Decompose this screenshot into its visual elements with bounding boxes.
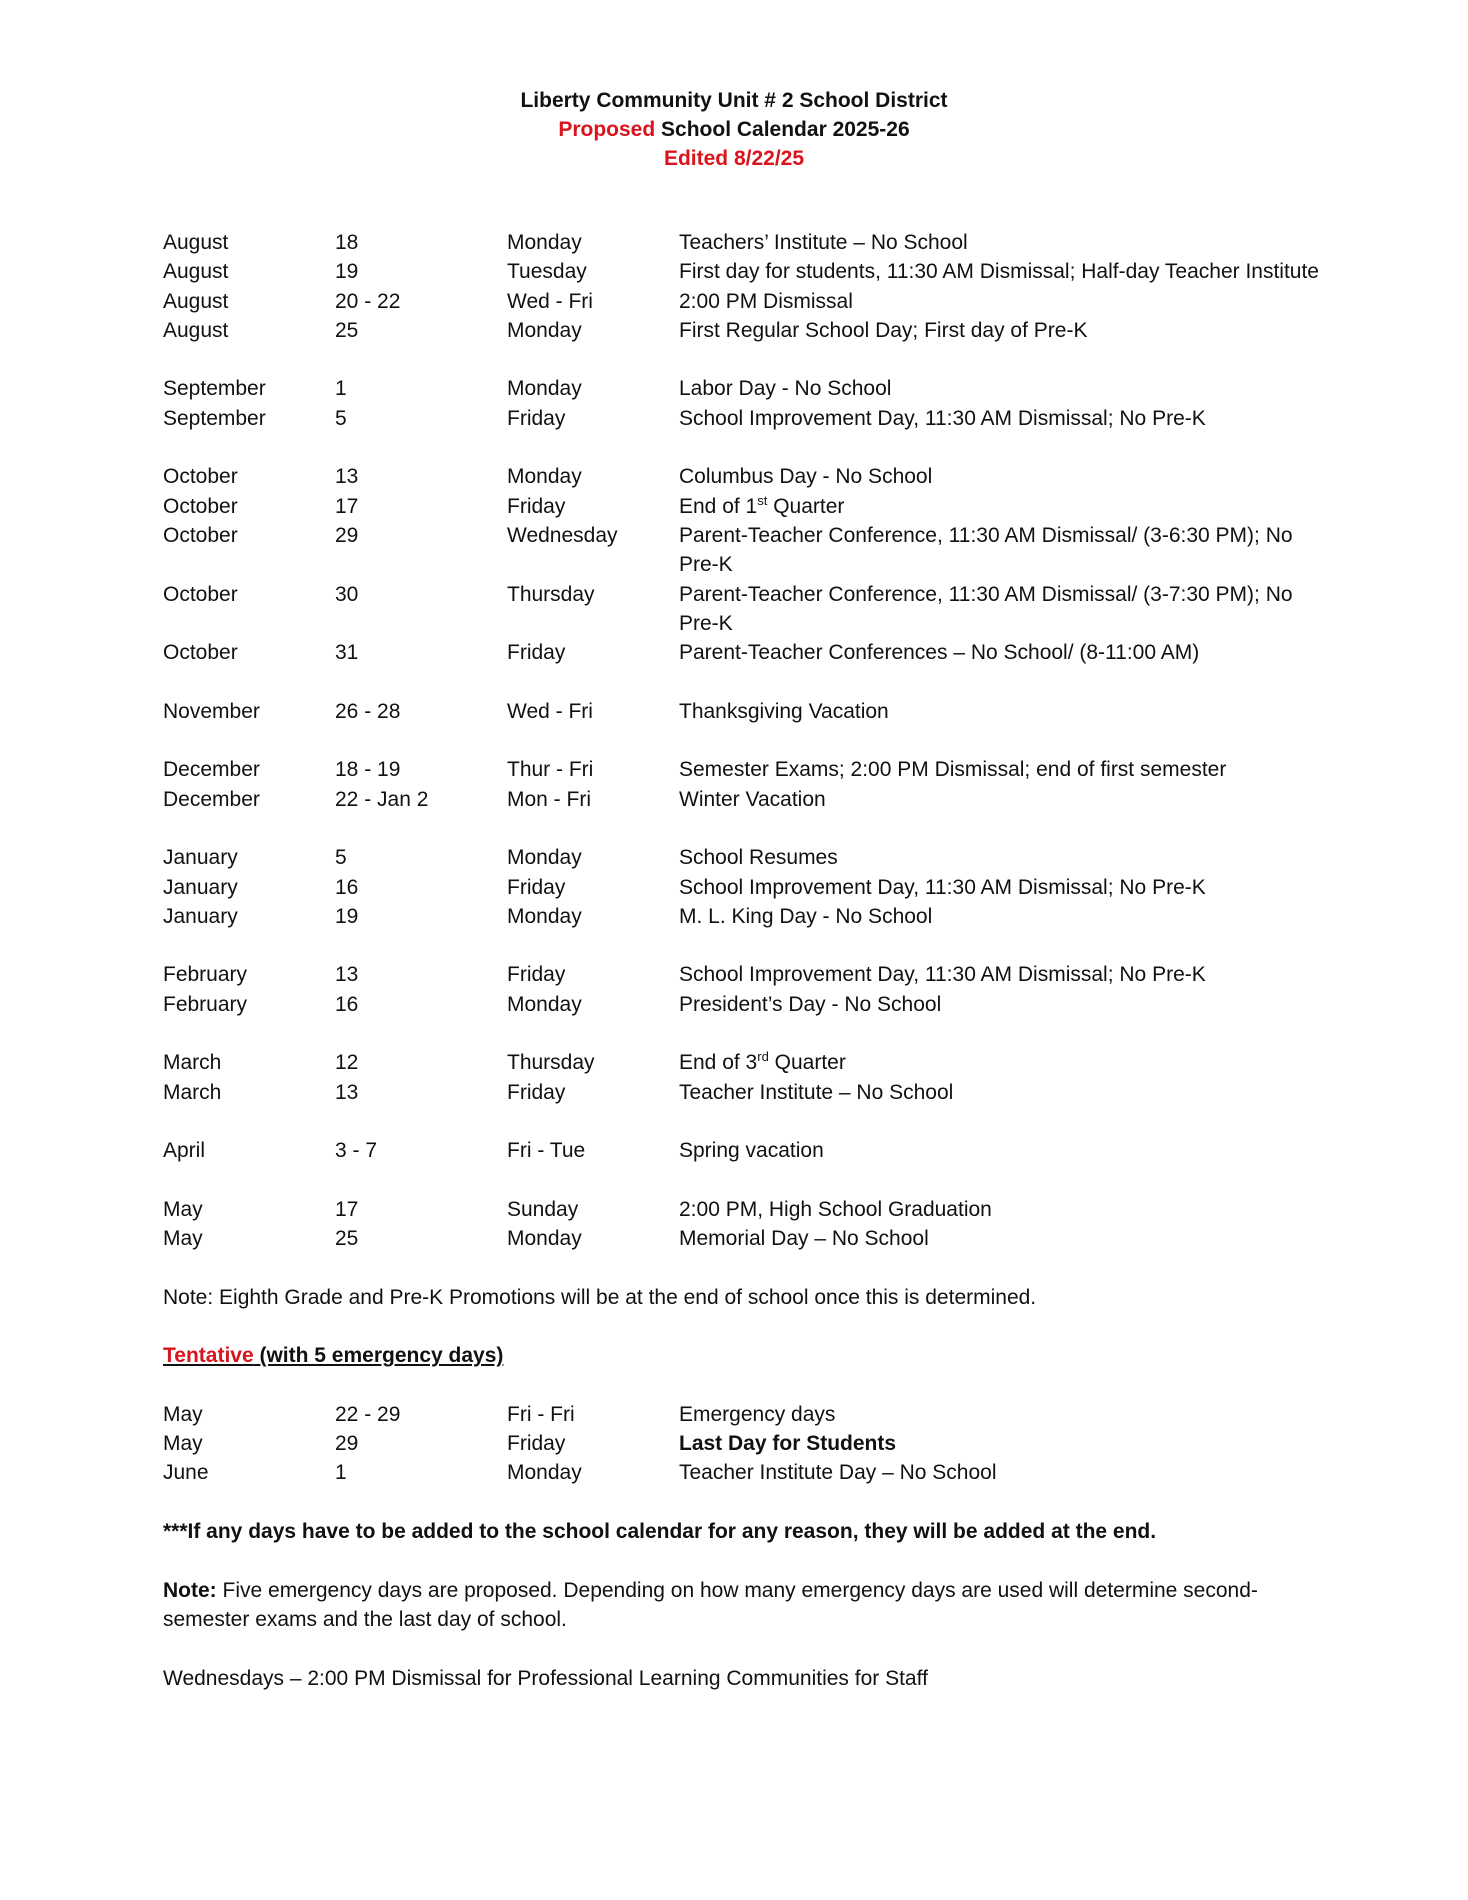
day-cell: Sunday xyxy=(507,1197,579,1221)
event-cell xyxy=(679,374,1323,403)
month-cell: November xyxy=(163,699,260,723)
date-cell: 18 xyxy=(335,231,359,254)
note-text: Five emergency days are proposed. Depending on how many emergency days are used will determine second-semester exams and the last day of school. xyxy=(163,1578,1258,1631)
event-text: Parent-Teacher Conferences – No School/ (8-11:00 AM) xyxy=(679,641,1200,665)
day-cell: Friday xyxy=(507,406,566,430)
date-cell: 18 - 19 xyxy=(335,758,401,782)
event-text: School Improvement Day, 11:30 AM Dismissal; No Pre-K xyxy=(679,875,1206,899)
day-cell: Thursday xyxy=(507,582,595,606)
calendar-row xyxy=(163,257,1323,286)
event-text: First Regular School Day; First day of Pre-K xyxy=(679,318,1088,342)
event-cell xyxy=(679,1078,1323,1107)
day-cell: Friday xyxy=(507,1432,566,1456)
calendar-row xyxy=(163,755,1323,784)
calendar-row xyxy=(163,697,1323,726)
day-cell: Monday xyxy=(507,231,582,254)
day-cell: Fri - Tue xyxy=(507,1139,586,1163)
date-cell: 31 xyxy=(335,641,359,665)
calendar-row xyxy=(163,873,1323,902)
day-cell: Monday xyxy=(507,904,582,928)
day-cell: Monday xyxy=(507,992,582,1016)
event-cell xyxy=(679,785,1323,814)
event-text: Emergency days xyxy=(679,1402,836,1426)
event-ordinal-suffix: st xyxy=(757,492,768,508)
event-cell xyxy=(679,521,1323,580)
month-cell: April xyxy=(163,1139,206,1163)
tentative-heading xyxy=(163,1341,1323,1370)
month-cell: May xyxy=(163,1432,203,1456)
calendar-title-text: School Calendar 2025-26 xyxy=(655,118,910,141)
month-cell: December xyxy=(163,758,260,782)
calendar-row xyxy=(163,843,1323,872)
date-cell: 3 - 7 xyxy=(335,1139,378,1163)
month-cell: October xyxy=(163,494,238,518)
calendar-row xyxy=(163,1458,1323,1487)
calendar-row xyxy=(163,316,1323,345)
added-days-note: ***If any days have to be added to the school calendar for any reason, they will be added at the end. xyxy=(163,1520,1157,1544)
calendar-row xyxy=(163,580,1323,639)
edited-date: Edited 8/22/25 xyxy=(663,147,805,170)
event-text: 2:00 PM Dismissal xyxy=(679,289,853,313)
month-group xyxy=(163,960,1323,1019)
event-text-after: Quarter xyxy=(767,494,845,518)
calendar-row xyxy=(163,1224,1323,1253)
date-cell: 26 - 28 xyxy=(335,699,401,723)
event-text: Teachers’ Institute – No School xyxy=(679,231,968,254)
event-text: End of 3 xyxy=(679,1051,758,1075)
calendar-content xyxy=(163,228,1323,1693)
calendar-row xyxy=(163,1078,1323,1107)
day-cell: Wednesday xyxy=(507,523,618,547)
note-label: Note: xyxy=(163,1578,217,1602)
date-cell: 29 xyxy=(335,523,359,547)
event-cell xyxy=(679,462,1323,491)
event-text: Semester Exams; 2:00 PM Dismissal; end of first semester xyxy=(679,758,1227,782)
calendar-row xyxy=(163,960,1323,989)
calendar-row xyxy=(163,404,1323,433)
event-cell xyxy=(679,316,1323,345)
event-text: Memorial Day – No School xyxy=(679,1227,929,1251)
date-cell: 1 xyxy=(335,1461,347,1485)
date-cell: 13 xyxy=(335,963,359,987)
month-group xyxy=(163,1048,1323,1107)
month-cell: June xyxy=(163,1461,209,1485)
month-cell: September xyxy=(163,377,266,401)
event-cell xyxy=(679,580,1323,639)
event-cell xyxy=(679,697,1323,726)
promotions-note: Note: Eighth Grade and Pre-K Promotions will be at the end of school once this is determined. xyxy=(163,1285,1037,1309)
month-cell: March xyxy=(163,1080,222,1104)
calendar-row xyxy=(163,492,1323,521)
event-text: Parent-Teacher Conference, 11:30 AM Dismissal/ (3-7:30 PM); No Pre-K xyxy=(679,582,1293,635)
day-cell: Friday xyxy=(507,875,566,899)
event-text: First day for students, 11:30 AM Dismissal; Half-day Teacher Institute xyxy=(679,260,1319,284)
month-group xyxy=(163,462,1323,667)
date-cell: 20 - 22 xyxy=(335,289,401,313)
calendar-row xyxy=(163,462,1323,491)
day-cell: Friday xyxy=(507,963,566,987)
tentative-heading-text: (with 5 emergency days) xyxy=(253,1344,504,1368)
day-cell: Tuesday xyxy=(507,260,587,284)
date-cell: 30 xyxy=(335,582,359,606)
month-cell: October xyxy=(163,582,238,606)
event-cell xyxy=(679,843,1323,872)
month-cell: March xyxy=(163,1051,222,1075)
month-cell: October xyxy=(163,641,238,665)
event-text: Spring vacation xyxy=(679,1139,824,1163)
day-cell: Monday xyxy=(507,1227,582,1251)
month-cell: May xyxy=(163,1197,203,1221)
calendar-row xyxy=(163,1429,1323,1458)
wednesdays-note: Wednesdays – 2:00 PM Dismissal for Professional Learning Communities for Staff xyxy=(163,1666,928,1690)
month-cell: May xyxy=(163,1402,203,1426)
month-group xyxy=(163,1195,1323,1254)
event-cell xyxy=(679,228,1323,257)
date-cell: 25 xyxy=(335,318,359,342)
event-text: President’s Day - No School xyxy=(679,992,942,1016)
date-cell: 12 xyxy=(335,1051,359,1075)
day-cell: Monday xyxy=(507,318,582,342)
calendar-row xyxy=(163,638,1323,667)
month-cell: January xyxy=(163,875,238,899)
event-cell xyxy=(679,1400,1323,1429)
day-cell: Thursday xyxy=(507,1051,595,1075)
day-cell: Monday xyxy=(507,846,582,870)
day-cell: Monday xyxy=(507,1461,582,1485)
event-cell xyxy=(679,873,1323,902)
day-cell: Fri - Fri xyxy=(507,1402,575,1426)
event-text: Teacher Institute – No School xyxy=(679,1080,954,1104)
month-cell: September xyxy=(163,406,266,430)
month-group xyxy=(163,843,1323,931)
calendar-row xyxy=(163,287,1323,316)
proposed-label: Proposed xyxy=(558,118,656,141)
event-cell xyxy=(679,1136,1323,1165)
event-cell xyxy=(679,1458,1323,1487)
date-cell: 19 xyxy=(335,260,359,284)
emergency-days-note xyxy=(163,1576,1323,1635)
date-cell: 16 xyxy=(335,875,359,899)
month-cell: August xyxy=(163,260,229,284)
calendar-row xyxy=(163,1048,1323,1077)
date-cell: 22 - 29 xyxy=(335,1402,401,1426)
event-cell xyxy=(679,1224,1323,1253)
event-cell xyxy=(679,492,1323,521)
event-text: Parent-Teacher Conference, 11:30 AM Dismissal/ (3-6:30 PM); No Pre-K xyxy=(679,523,1293,577)
event-text: M. L. King Day - No School xyxy=(679,904,933,928)
date-cell: 13 xyxy=(335,1080,359,1104)
event-cell xyxy=(679,902,1323,931)
event-ordinal-suffix: rd xyxy=(757,1049,769,1065)
calendar-row xyxy=(163,521,1323,580)
calendar-row xyxy=(163,228,1323,257)
month-cell: May xyxy=(163,1227,203,1251)
month-cell: February xyxy=(163,963,248,987)
event-text: Columbus Day - No School xyxy=(679,465,933,489)
month-group xyxy=(163,228,1323,345)
date-cell: 19 xyxy=(335,904,359,928)
month-cell: August xyxy=(163,318,229,342)
event-text: Winter Vacation xyxy=(679,787,826,811)
event-text: School Resumes xyxy=(679,846,838,870)
district-name: Liberty Community Unit # 2 School District xyxy=(520,89,948,112)
month-cell: August xyxy=(163,231,229,254)
day-cell: Friday xyxy=(507,494,566,518)
month-cell: January xyxy=(163,846,238,870)
event-cell xyxy=(679,755,1323,784)
calendar-row xyxy=(163,1195,1323,1224)
month-cell: October xyxy=(163,523,238,547)
date-cell: 29 xyxy=(335,1432,359,1456)
event-cell xyxy=(679,404,1323,433)
document-header xyxy=(0,86,1468,173)
event-cell xyxy=(679,1195,1323,1224)
day-cell: Friday xyxy=(507,641,566,665)
calendar-title xyxy=(0,115,1468,144)
event-text: End of 1 xyxy=(679,494,758,518)
event-cell xyxy=(679,1429,1323,1458)
calendar-row xyxy=(163,785,1323,814)
tentative-label: Tentative xyxy=(163,1344,254,1368)
event-text: School Improvement Day, 11:30 AM Dismissal; No Pre-K xyxy=(679,963,1206,987)
event-text: School Improvement Day, 11:30 AM Dismissal; No Pre-K xyxy=(679,406,1206,430)
event-text: Teacher Institute Day – No School xyxy=(679,1461,997,1485)
event-text: Thanksgiving Vacation xyxy=(679,699,889,723)
day-cell: Wed - Fri xyxy=(507,699,593,723)
date-cell: 22 - Jan 2 xyxy=(335,787,429,811)
event-text: 2:00 PM, High School Graduation xyxy=(679,1197,992,1221)
day-cell: Friday xyxy=(507,1080,566,1104)
date-cell: 25 xyxy=(335,1227,359,1251)
month-cell: February xyxy=(163,992,248,1016)
month-cell: December xyxy=(163,787,260,811)
event-cell xyxy=(679,1048,1323,1077)
day-cell: Monday xyxy=(507,377,582,401)
day-cell: Mon - Fri xyxy=(507,787,591,811)
calendar-row xyxy=(163,374,1323,403)
date-cell: 1 xyxy=(335,377,347,401)
calendar-row xyxy=(163,1400,1323,1429)
day-cell: Thur - Fri xyxy=(507,758,594,782)
event-cell xyxy=(679,638,1323,667)
tentative-table xyxy=(163,1400,1323,1488)
calendar-row xyxy=(163,1136,1323,1165)
event-cell xyxy=(679,990,1323,1019)
month-group xyxy=(163,755,1323,814)
event-cell xyxy=(679,287,1323,316)
calendar-table xyxy=(163,228,1323,1253)
date-cell: 5 xyxy=(335,846,347,870)
day-cell: Wed - Fri xyxy=(507,289,593,313)
date-cell: 5 xyxy=(335,406,347,430)
event-text: Labor Day - No School xyxy=(679,377,892,401)
day-cell: Monday xyxy=(507,465,582,489)
event-text-after: Quarter xyxy=(768,1051,846,1075)
date-cell: 17 xyxy=(335,494,359,518)
event-cell xyxy=(679,257,1323,286)
month-group xyxy=(163,697,1323,726)
calendar-row xyxy=(163,990,1323,1019)
event-text: Last Day for Students xyxy=(679,1432,897,1456)
month-group xyxy=(163,374,1323,433)
date-cell: 16 xyxy=(335,992,359,1016)
date-cell: 17 xyxy=(335,1197,359,1221)
month-cell: October xyxy=(163,465,238,489)
month-group xyxy=(163,1136,1323,1165)
month-cell: August xyxy=(163,289,229,313)
event-cell xyxy=(679,960,1323,989)
calendar-row xyxy=(163,902,1323,931)
month-cell: January xyxy=(163,904,238,928)
date-cell: 13 xyxy=(335,465,359,489)
